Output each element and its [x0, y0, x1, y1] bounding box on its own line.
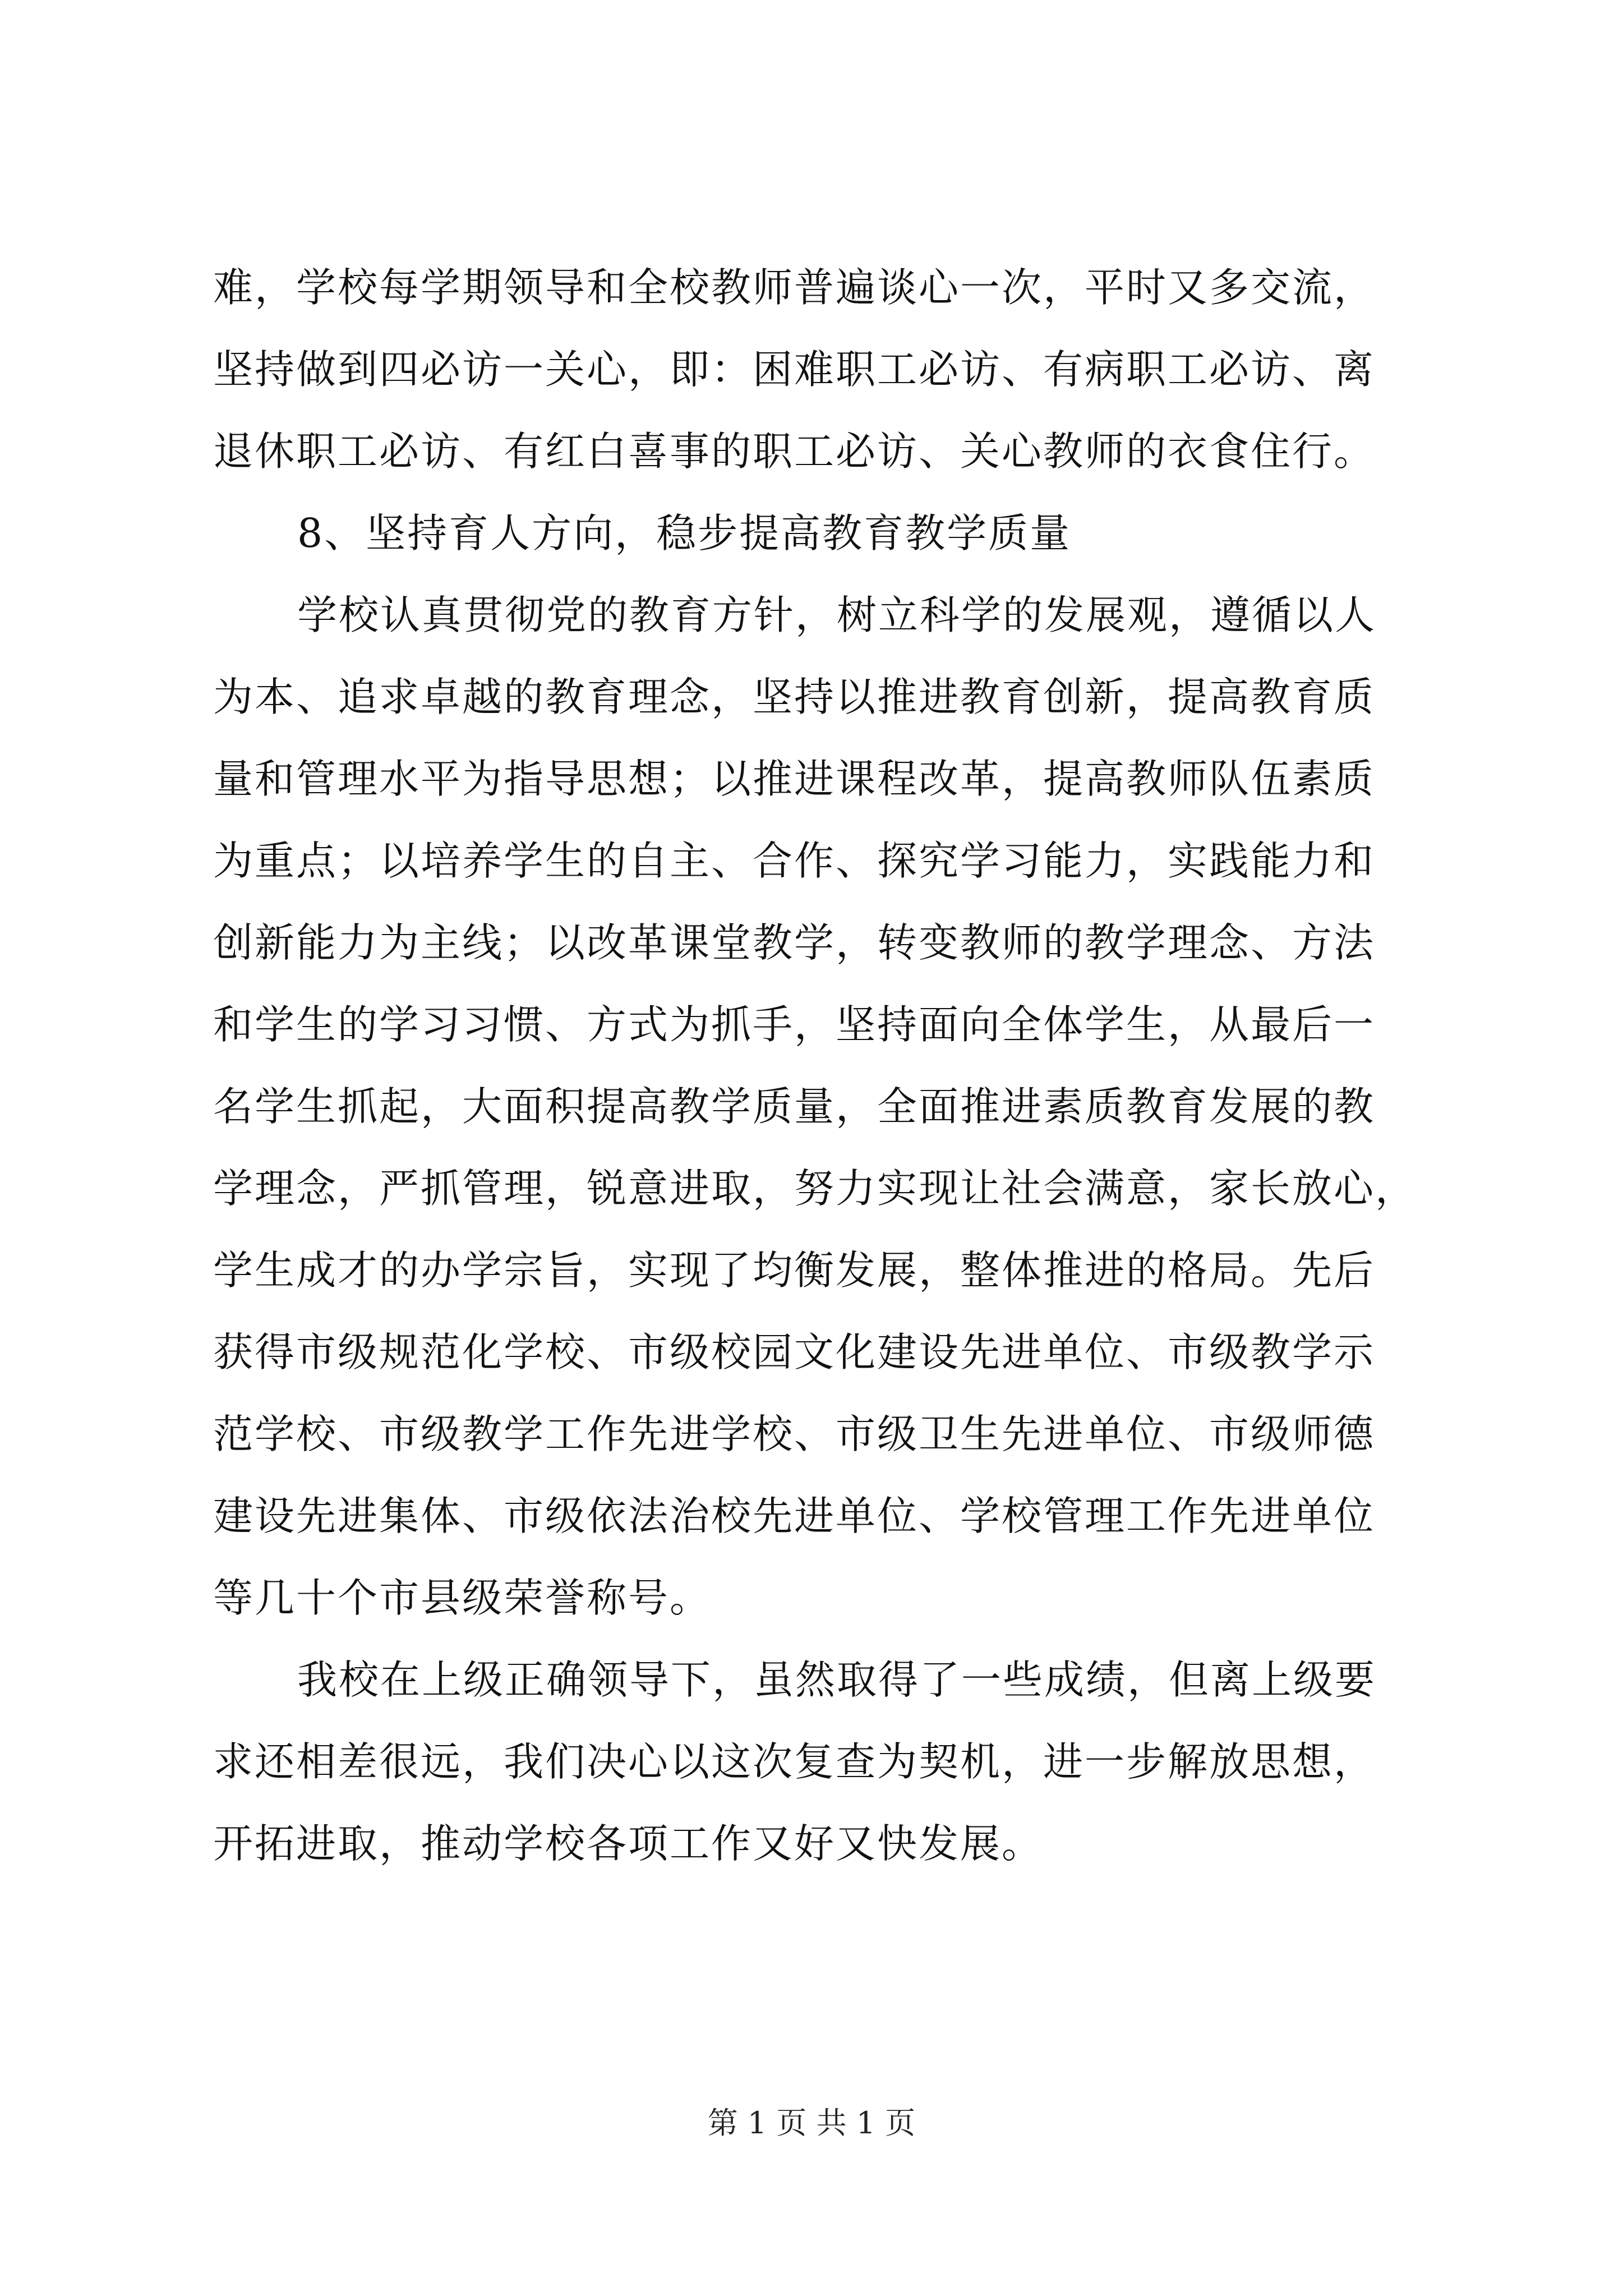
- section-heading: 8、坚持育人方向，稳步提高教育教学质量: [297, 510, 1072, 556]
- text-line: 名学生抓起，大面积提高教学质量，全面推进素质教育发展的教: [213, 1083, 1376, 1130]
- text-line: 开拓进取，推动学校各项工作又好又快发展。: [213, 1820, 1044, 1867]
- text-line: 范学校、市级教学工作先进学校、市级卫生先进单位、市级师德: [213, 1411, 1376, 1457]
- text-line: 创新能力为主线；以改革课堂教学，转变教师的教学理念、方法: [213, 919, 1376, 966]
- text-line: 求还相差很远，我们决心以这次复查为契机，进一步解放思想，: [213, 1738, 1376, 1785]
- text-line: 建设先进集体、市级依法治校先进单位、学校管理工作先进单位: [213, 1493, 1376, 1539]
- text-line: 学生成才的办学宗旨，实现了均衡发展，整体推进的格局。先后: [213, 1247, 1376, 1294]
- text-line: 坚持做到四必访一关心，即：困难职工必访、有病职工必访、离: [213, 346, 1376, 393]
- text-line: 学校认真贯彻党的教育方针，树立科学的发展观，遵循以人: [297, 592, 1377, 638]
- page-number-label: 第 1 页 共 1 页: [707, 2105, 916, 2141]
- text-line: 获得市级规范化学校、市级校园文化建设先进单位、市级教学示: [213, 1329, 1376, 1375]
- document-body: [213, 247, 1436, 1885]
- text-line: 为本、追求卓越的教育理念，坚持以推进教育创新，提高教育质: [213, 674, 1376, 720]
- text-line: 量和管理水平为指导思想；以推进课程改革，提高教师队伍素质: [213, 756, 1376, 802]
- text-line: 等几十个市县级荣誉称号。: [213, 1575, 712, 1621]
- text-line: 退休职工必访、有红白喜事的职工必访、关心教师的衣食住行。: [213, 428, 1376, 475]
- text-line: 为重点；以培养学生的自主、合作、探究学习能力，实践能力和: [213, 838, 1376, 884]
- text-line: 难，学校每学期领导和全校教师普遍谈心一次，平时又多交流，: [213, 264, 1376, 311]
- text-line: 和学生的学习习惯、方式为抓手，坚持面向全体学生，从最后一: [213, 1001, 1376, 1048]
- text-line: 我校在上级正确领导下，虽然取得了一些成绩，但离上级要: [297, 1657, 1377, 1703]
- text-line: 学理念，严抓管理，锐意进取，努力实现让社会满意，家长放心，: [213, 1165, 1417, 1212]
- page-footer: [0, 2101, 1623, 2146]
